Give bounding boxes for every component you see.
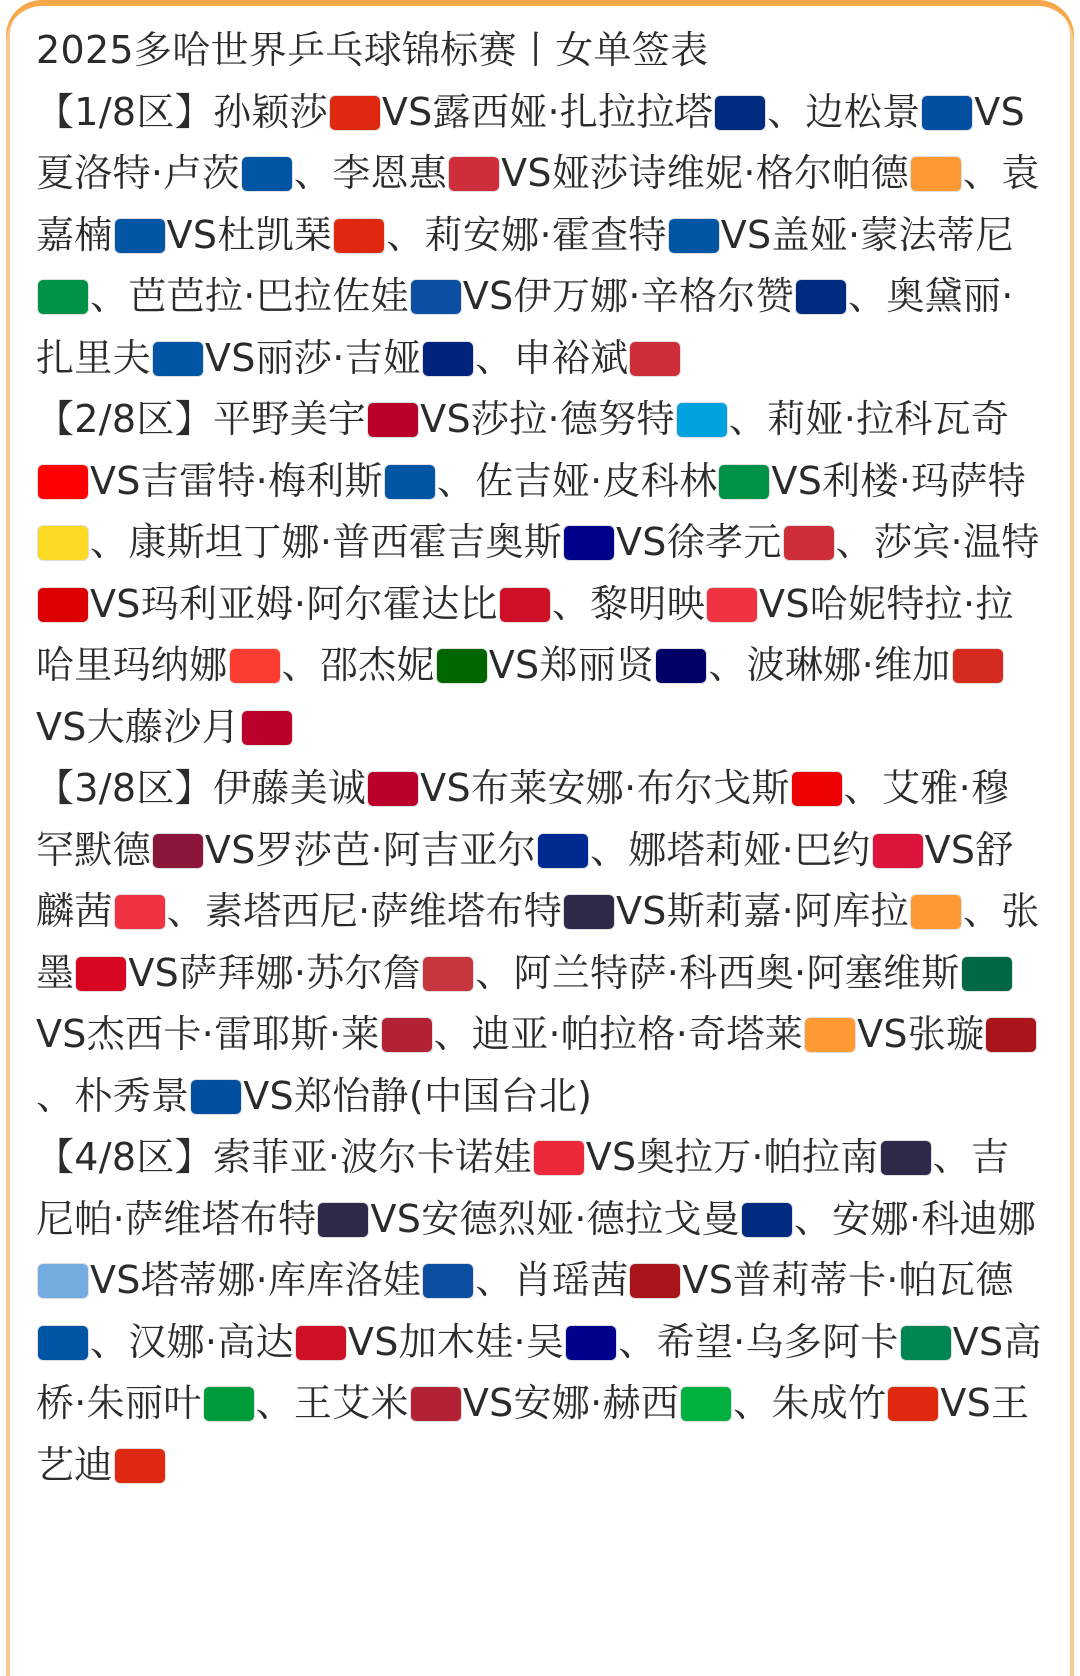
separator: 、 [767, 89, 806, 134]
player-name: 安德烈娅·德拉戈曼 [421, 1196, 740, 1241]
vs-text: VS [166, 212, 218, 257]
country-flag-icon [411, 280, 461, 314]
country-flag-icon [538, 834, 588, 868]
player-name: 安娜·赫西 [513, 1381, 680, 1425]
country-flag-icon [805, 1018, 855, 1052]
country-flag-icon [411, 1387, 461, 1421]
country-flag-icon [38, 1264, 88, 1298]
country-flag-icon [330, 96, 380, 130]
separator: 、 [848, 274, 887, 318]
player-name: 张璇 [907, 1012, 985, 1056]
country-flag-icon [115, 1449, 165, 1483]
draw-section [36, 758, 1044, 1127]
country-flag-icon [242, 711, 292, 745]
section-label: 【1/8区】 [36, 89, 213, 134]
country-flag-icon [566, 1326, 616, 1360]
player-name: 塔蒂娜·库库洛娃 [140, 1258, 422, 1302]
country-flag-icon [296, 1326, 346, 1360]
vs-text: VS [370, 1196, 422, 1241]
country-flag-icon [669, 219, 719, 253]
vs-text: VS [204, 335, 256, 380]
country-flag-icon [534, 1141, 584, 1175]
player-name: 芭芭拉·巴拉佐娃 [128, 274, 409, 318]
separator: 、 [932, 1135, 971, 1179]
vs-text: VS [420, 397, 471, 441]
player-name: 黎明映 [590, 581, 706, 626]
vs-text: VS [682, 1258, 734, 1302]
player-name: 康斯坦丁娜·普西霍吉奥斯 [128, 520, 562, 564]
separator: 、 [835, 520, 874, 564]
player-name: 张墨 [36, 889, 1040, 995]
country-flag-icon [318, 1203, 368, 1237]
country-flag-icon [153, 834, 203, 868]
vs-text: VS [501, 151, 552, 195]
vs-text: VS [381, 89, 433, 134]
country-flag-icon [368, 403, 418, 437]
separator: 、 [436, 458, 476, 503]
separator: 、 [255, 1381, 294, 1425]
player-name: 大藤沙月 [86, 704, 240, 749]
separator: 、 [475, 1258, 514, 1302]
draw-section [36, 82, 1044, 390]
section-label: 【4/8区】 [36, 1135, 213, 1179]
country-flag-icon [423, 1264, 473, 1298]
player-name: 吉尼帕·萨维塔布特 [36, 1135, 1010, 1241]
player-name: 孙颖莎 [212, 89, 328, 134]
separator: 、 [90, 520, 129, 564]
vs-text: VS [347, 1319, 399, 1364]
country-flag-icon [191, 1080, 241, 1114]
vs-text: VS [36, 704, 87, 749]
country-flag-icon [115, 219, 165, 253]
vs-text: VS [90, 581, 141, 626]
player-name: 伊藤美诚 [212, 766, 367, 810]
country-flag-icon [38, 1326, 88, 1360]
vs-text: VS [128, 950, 180, 995]
country-flag-icon [385, 465, 435, 499]
separator: 、 [475, 335, 514, 380]
player-name: 徐孝元 [666, 520, 782, 564]
player-name: 伊万娜·辛格尔赞 [513, 274, 794, 318]
separator: 、 [551, 581, 591, 626]
separator: 、 [293, 151, 333, 195]
player-name: 索菲亚·波尔卡诺娃 [212, 1135, 532, 1179]
player-name: 素塔西尼·萨维塔布特 [204, 889, 563, 933]
player-name: 莎宾·温特 [873, 520, 1040, 564]
player-name: 边松景 [805, 89, 921, 134]
player-name: 王艺迪 [36, 1381, 1030, 1487]
vs-text: VS [771, 458, 823, 503]
post-body [36, 20, 1044, 1496]
vs-text: VS [243, 1073, 294, 1118]
country-flag-icon [382, 1018, 432, 1052]
country-flag-icon [564, 526, 614, 560]
player-name: 郑怡静(中国台北) [293, 1073, 593, 1118]
country-flag-icon [922, 96, 972, 130]
separator: 、 [590, 827, 629, 872]
vs-text: VS [462, 274, 514, 318]
country-flag-icon [423, 342, 473, 376]
player-name: 萨拜娜·苏尔詹 [179, 950, 422, 995]
vs-text: VS [90, 458, 141, 503]
country-flag-icon [784, 526, 834, 560]
player-name: 吉雷特·梅利斯 [140, 458, 383, 503]
player-name: 罗莎芭·阿吉亚尔 [255, 827, 537, 872]
separator: 、 [793, 1196, 833, 1241]
country-flag-icon [564, 895, 614, 929]
country-flag-icon [953, 649, 1003, 683]
player-name: 王艾米 [293, 1381, 409, 1425]
country-flag-icon [437, 649, 487, 683]
player-name: 申裕斌 [513, 335, 629, 380]
section-label: 【2/8区】 [36, 397, 213, 441]
country-flag-icon [368, 772, 418, 806]
player-name: 舒麟茜 [36, 827, 1014, 933]
country-flag-icon [153, 342, 203, 376]
player-name: 露西娅·扎拉拉塔 [432, 89, 714, 134]
country-flag-icon [204, 1387, 254, 1421]
country-flag-icon [500, 588, 550, 622]
country-flag-icon [962, 957, 1012, 991]
player-name: 李恩惠 [332, 151, 448, 195]
draw-section [36, 1127, 1044, 1496]
draw-section [36, 389, 1044, 758]
country-flag-icon [38, 588, 88, 622]
player-name: 安娜·科迪娜 [832, 1196, 1037, 1241]
draw-sections [36, 82, 1044, 1497]
country-flag-icon [719, 465, 769, 499]
vs-text: VS [204, 827, 256, 872]
player-name: 利楼·玛萨特 [822, 458, 1027, 503]
country-flag-icon [38, 465, 88, 499]
player-name: 平野美宇 [212, 397, 367, 441]
player-name: 莉娅·拉科瓦奇 [767, 397, 1010, 441]
player-name: 奥拉万·帕拉南 [636, 1135, 879, 1179]
country-flag-icon [873, 834, 923, 868]
player-name: 朱成竹 [771, 1381, 887, 1425]
country-flag-icon [796, 280, 846, 314]
separator: 、 [728, 397, 768, 441]
player-name: 郑丽贤 [539, 643, 655, 687]
vs-text: VS [90, 1258, 141, 1302]
country-flag-icon [630, 1264, 680, 1298]
player-name: 高桥·朱丽叶 [36, 1319, 1042, 1425]
player-name: 杜凯琹 [217, 212, 333, 257]
player-name: 佐吉娅·皮科林 [475, 458, 718, 503]
post-title: 2025多哈世界乒乓球锦标赛丨女单签表 [36, 28, 709, 72]
vs-text: VS [488, 643, 540, 687]
country-flag-icon [334, 219, 384, 253]
vs-text: VS [974, 89, 1026, 134]
separator: 、 [843, 766, 882, 810]
country-flag-icon [38, 280, 88, 314]
vs-text: VS [616, 889, 667, 933]
country-flag-icon [911, 157, 961, 191]
country-flag-icon [656, 649, 706, 683]
separator: 、 [733, 1381, 772, 1425]
player-name: 朴秀景 [74, 1073, 190, 1118]
country-flag-icon [423, 957, 473, 991]
vs-text: VS [462, 1381, 514, 1425]
player-name: 阿兰特萨·科西奥·阿塞维斯 [513, 950, 960, 995]
vs-text: VS [420, 766, 471, 810]
player-name: 艾雅·穆罕默德 [36, 766, 1010, 872]
country-flag-icon [881, 1141, 931, 1175]
player-name: 布莱安娜·布尔戈斯 [470, 766, 790, 810]
country-flag-icon [681, 1387, 731, 1421]
country-flag-icon [715, 96, 765, 130]
player-name: 夏洛特·卢茨 [36, 151, 240, 195]
separator: 、 [962, 151, 1002, 195]
separator: 、 [433, 1012, 472, 1056]
country-flag-icon [986, 1018, 1036, 1052]
player-name: 波琳娜·维加 [746, 643, 951, 687]
separator: 、 [166, 889, 205, 933]
player-name: 莉安娜·霍查特 [424, 212, 667, 257]
player-name: 娜塔莉娅·巴约 [628, 827, 871, 872]
player-name: 邵杰妮 [319, 643, 435, 687]
country-flag-icon [242, 157, 292, 191]
country-flag-icon [115, 895, 165, 929]
vs-text: VS [585, 1135, 637, 1179]
country-flag-icon [76, 957, 126, 991]
separator: 、 [618, 1319, 657, 1364]
country-flag-icon [449, 157, 499, 191]
country-flag-icon [677, 403, 727, 437]
separator: 、 [475, 950, 514, 995]
player-name: 哈妮特拉·拉哈里玛纳娜 [36, 581, 1014, 687]
vs-text: VS [759, 581, 810, 626]
separator: 、 [90, 274, 129, 318]
country-flag-icon [230, 649, 280, 683]
country-flag-icon [630, 342, 680, 376]
player-name: 迪亚·帕拉格·奇塔莱 [471, 1012, 804, 1056]
country-flag-icon [888, 1387, 938, 1421]
vs-text: VS [940, 1381, 992, 1425]
vs-text: VS [36, 1012, 87, 1056]
player-name: 加木娃·吴 [398, 1319, 565, 1364]
player-name: 玛利亚姆·阿尔霍达比 [140, 581, 498, 626]
player-name: 奥黛丽·扎里夫 [36, 274, 1014, 380]
vs-text: VS [857, 1012, 908, 1056]
separator: 、 [962, 889, 1002, 933]
separator: 、 [36, 1073, 75, 1118]
country-flag-icon [38, 526, 88, 560]
player-name: 莎拉·德努特 [470, 397, 675, 441]
separator: 、 [386, 212, 425, 257]
player-name: 盖娅·蒙法蒂尼 [771, 212, 1014, 257]
player-name: 娅莎诗维妮·格尔帕德 [551, 151, 909, 195]
player-name: 肖瑶茜 [513, 1258, 629, 1302]
player-name: 斯莉嘉·阿库拉 [666, 889, 909, 933]
player-name: 希望·乌多阿卡 [656, 1319, 899, 1364]
player-name: 普莉蒂卡·帕瓦德 [733, 1258, 1014, 1302]
player-name: 杰西卡·雷耶斯·莱 [86, 1012, 380, 1056]
country-flag-icon [742, 1203, 792, 1237]
player-name: 汉娜·高达 [128, 1319, 294, 1364]
country-flag-icon [707, 588, 757, 622]
vs-text: VS [952, 1319, 1004, 1364]
country-flag-icon [901, 1326, 951, 1360]
vs-text: VS [616, 520, 667, 564]
player-name: 袁嘉楠 [36, 151, 1040, 257]
player-name: 丽莎·吉娅 [255, 335, 422, 380]
vs-text: VS [720, 212, 772, 257]
country-flag-icon [911, 895, 961, 929]
section-label: 【3/8区】 [36, 766, 213, 810]
separator: 、 [708, 643, 747, 687]
country-flag-icon [792, 772, 842, 806]
separator: 、 [281, 643, 320, 687]
separator: 、 [90, 1319, 129, 1364]
vs-text: VS [924, 827, 976, 872]
